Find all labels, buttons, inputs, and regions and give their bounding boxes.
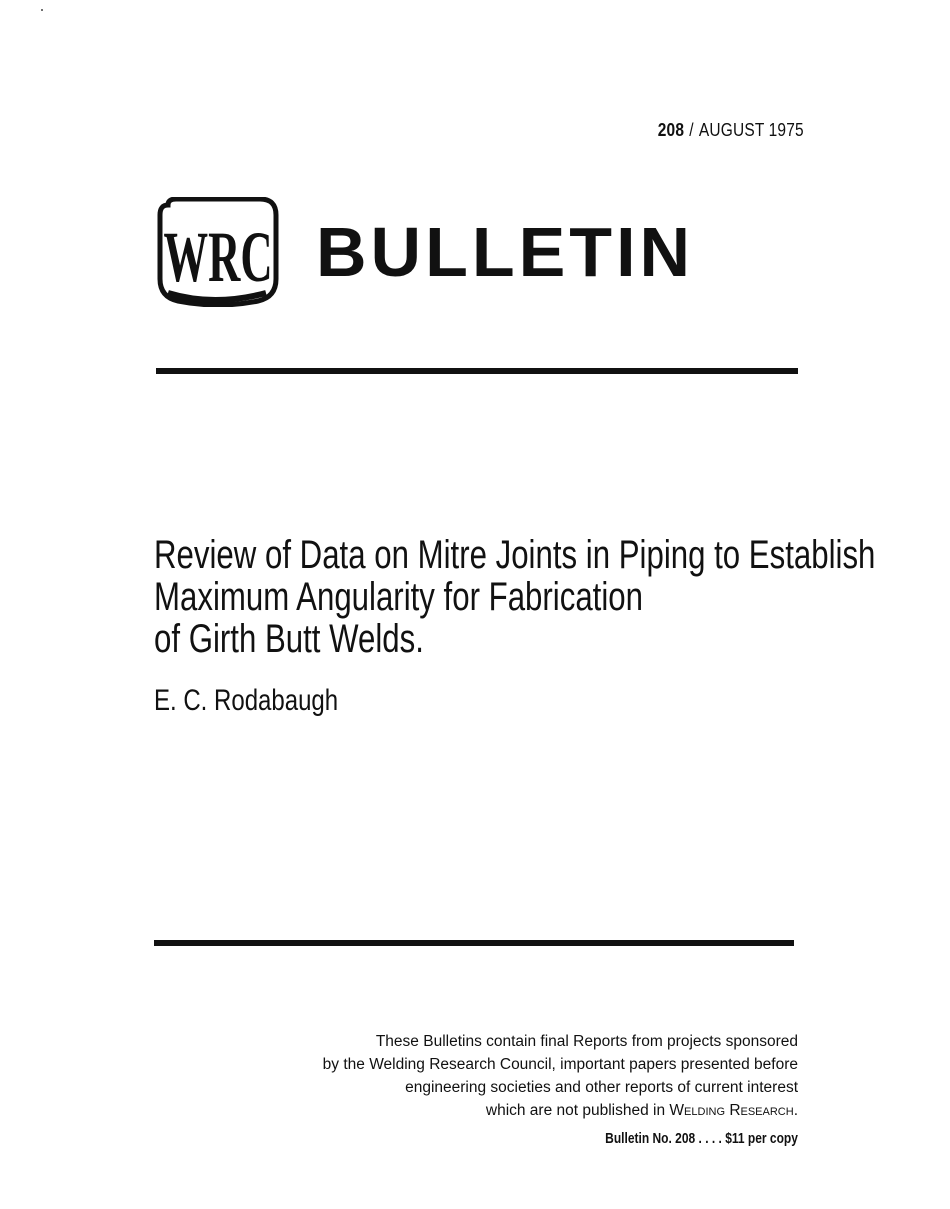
issue-date: AUGUST 1975: [699, 120, 804, 140]
title-line: Maximum Angularity for Fabrication: [154, 575, 643, 619]
issue-line: [658, 120, 804, 141]
article-title: [154, 533, 876, 661]
price-line: Bulletin No. 208 . . . . $11 per copy: [605, 1130, 798, 1147]
blurb-line: by the Welding Research Council, important papers presented before: [322, 1056, 798, 1073]
issue-number: 208: [657, 120, 685, 140]
welding-research-name: Welding Research: [669, 1102, 794, 1119]
blurb-line: engineering societies and other reports of current interest: [405, 1079, 798, 1096]
blurb-line: [323, 1099, 798, 1122]
title-line: Review of Data on Mitre Joints in Piping to Establish: [154, 533, 876, 577]
title-line: of Girth Butt Welds.: [154, 617, 424, 661]
logo-text: WRC: [163, 217, 273, 297]
bottom-rule: [154, 940, 794, 946]
wrc-logo-icon: [154, 197, 282, 307]
masthead-logo: [154, 196, 282, 308]
author-name: E. C. Rodabaugh: [154, 684, 339, 717]
issue-separator: /: [689, 120, 694, 140]
bulletin-description: [323, 1030, 798, 1122]
blurb-last-suffix: .: [793, 1102, 798, 1119]
top-rule: [156, 368, 798, 374]
masthead-title: BULLETIN: [316, 213, 695, 291]
blurb-last-prefix: which are not published in: [485, 1102, 670, 1119]
scan-speck: [41, 9, 43, 11]
blurb-line: These Bulletins contain final Reports from projects sponsored: [375, 1033, 798, 1050]
